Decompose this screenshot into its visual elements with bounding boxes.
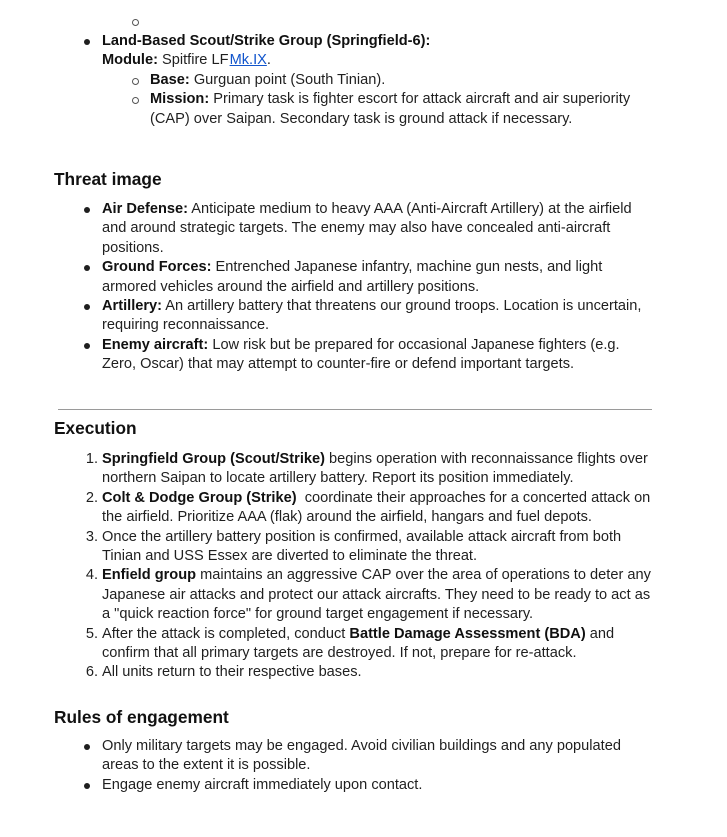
execution-heading: Execution (54, 418, 137, 438)
mk-ix-link[interactable]: Mk.IX (229, 52, 267, 69)
threat-list (0, 200, 727, 375)
top-list (0, 12, 727, 129)
execution-item-1: 1. Springfield Group (Scout/Strike) begins operation with reconnaissance flights over northern Saipan to locate artillery battery. Report its position immediately. (85, 451, 648, 487)
threat-item-artillery: Artillery: An artillery battery that threatens our ground troops. Location is uncertain, requiring reconnaissance. (102, 298, 642, 334)
threat-heading: Threat image (54, 169, 162, 189)
list-item-springfield (78, 32, 662, 71)
horizontal-divider (58, 409, 652, 410)
execution-item-6: 6. All units return to their respective bases. (85, 664, 362, 681)
springfield-title: Land-Based Scout/Strike Group (Springfield-6): (102, 33, 431, 49)
list-item-base: Base: Gurguan point (South Tinian). (150, 71, 386, 88)
roe-item-2: Engage enemy aircraft immediately upon contact. (102, 776, 423, 793)
roe-heading: Rules of engagement (54, 707, 229, 727)
threat-item-enemy-aircraft: Enemy aircraft: Low risk but be prepared for occasional Japanese fighters (e.g. Zero, Oscar) that may attempt to counter-fire or defend important targets. (102, 336, 620, 373)
execution-item-5: 5. After the attack is completed, conduct Battle Damage Assessment (BDA) and confirm that all primary targets are destroyed. If not, prepare for re-attack. (85, 625, 615, 662)
roe-item-1: Only military targets may be engaged. Avoid civilian buildings and any populated areas to the extent it is possible. (102, 738, 621, 774)
execution-list (0, 450, 727, 683)
list-item-mission: Mission: Primary task is fighter escort for attack aircraft and air superiority (CAP) over Saipan. Secondary task is ground attack if necessary. (150, 91, 631, 127)
execution-item-3: 3. Once the artillery battery position is confirmed, available attack aircraft from both Tinian and USS Essex are diverted to eliminate the threat. (85, 528, 622, 565)
threat-item-ground-forces: Ground Forces: Entrenched Japanese infantry, machine gun nests, and light armored vehicles around the airfield and artillery positions. (102, 259, 603, 295)
execution-item-2: 2. Colt & Dodge Group (Strike) coordinate their approaches for a concerted attack on the airfield. Prioritize AAA (flak) around the airfield, hangars and fuel depots. (85, 489, 655, 526)
threat-item-air-defense: Air Defense: Anticipate medium to heavy AAA (Anti-Aircraft Artillery) at the airfield and around strategic targets. The enemy may also have concealed anti-aircraft positions. (102, 201, 632, 256)
module-line: Module: Spitfire LF Mk.IX. (102, 52, 271, 69)
roe-list (0, 737, 727, 795)
empty-sub-bullet (126, 12, 727, 32)
execution-item-4: 4. Enfield group maintains an aggressive CAP over the area of operations to deter any Japanese air attacks and protect our attack aircrafts. They need to be ready to act as a "quick reaction force" for ground target engagement if necessary. (85, 567, 651, 623)
